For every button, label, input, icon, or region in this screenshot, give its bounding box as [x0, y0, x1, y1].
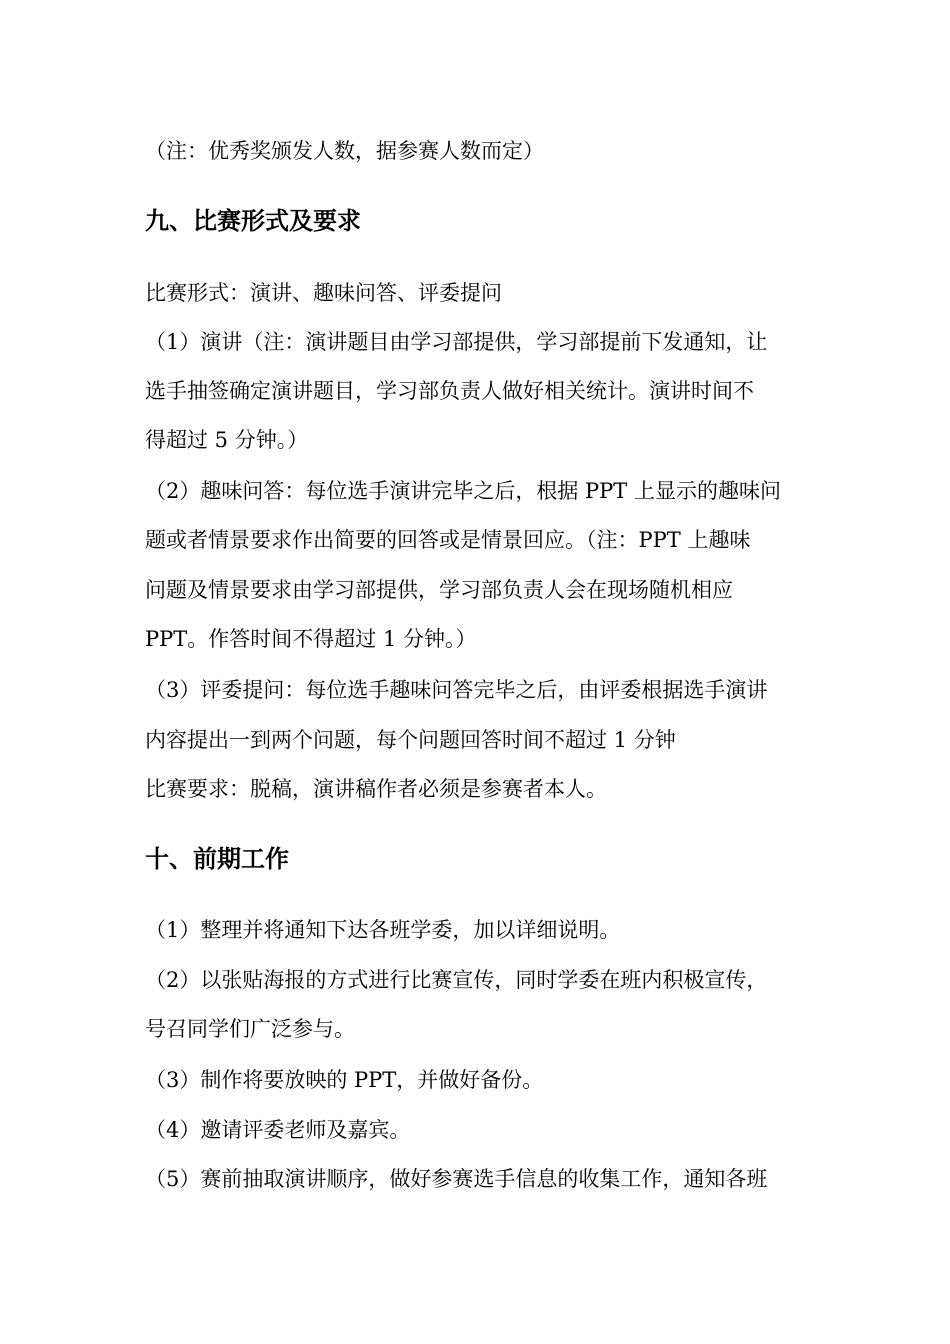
section-heading-9: 九、比赛形式及要求 [145, 207, 361, 235]
competition-requirement: 比赛要求：脱稿，演讲稿作者必须是参赛者本人。 [145, 777, 607, 801]
award-note: （注：优秀奖颁发人数，据参赛人数而定） [145, 139, 544, 163]
prep-item3: （3）制作将要放映的 PPT，并做好备份。 [145, 1068, 544, 1092]
item1-line1: （1）演讲（注：演讲题目由学习部提供，学习部提前下发通知，让 [145, 330, 768, 354]
section-heading-10: 十、前期工作 [145, 845, 289, 873]
prep-item5: （5）赛前抽取演讲顺序，做好参赛选手信息的收集工作，通知各班 [145, 1167, 768, 1191]
item2-line2: 题或者情景要求作出简要的回答或是情景回应。（注：PPT 上趣味 [145, 528, 751, 552]
item2-line3: 问题及情景要求由学习部提供，学习部负责人会在现场随机相应 [145, 578, 733, 602]
item3-line1: （3）评委提问：每位选手趣味问答完毕之后，由评委根据选手演讲 [145, 678, 768, 702]
prep-item2-line2: 号召同学们广泛参与。 [145, 1017, 355, 1041]
competition-form: 比赛形式：演讲、趣味问答、评委提问 [145, 281, 502, 305]
item2-line1: （2）趣味问答：每位选手演讲完毕之后，根据 PPT 上显示的趣味问 [145, 479, 781, 503]
prep-item1: （1）整理并将通知下达各班学委，加以详细说明。 [145, 918, 621, 942]
item3-line2: 内容提出一到两个问题，每个问题回答时间不超过 1 分钟 [145, 728, 676, 752]
prep-item2-line1: （2）以张贴海报的方式进行比赛宣传，同时学委在班内积极宣传， [145, 968, 768, 992]
item2-line4: PPT。作答时间不得超过 1 分钟。） [145, 627, 477, 651]
item1-line2: 选手抽签确定演讲题目，学习部负责人做好相关统计。演讲时间不 [145, 379, 754, 403]
item1-line3: 得超过 5 分钟。） [145, 428, 309, 452]
prep-item4: （4）邀请评委老师及嘉宾。 [145, 1118, 411, 1142]
